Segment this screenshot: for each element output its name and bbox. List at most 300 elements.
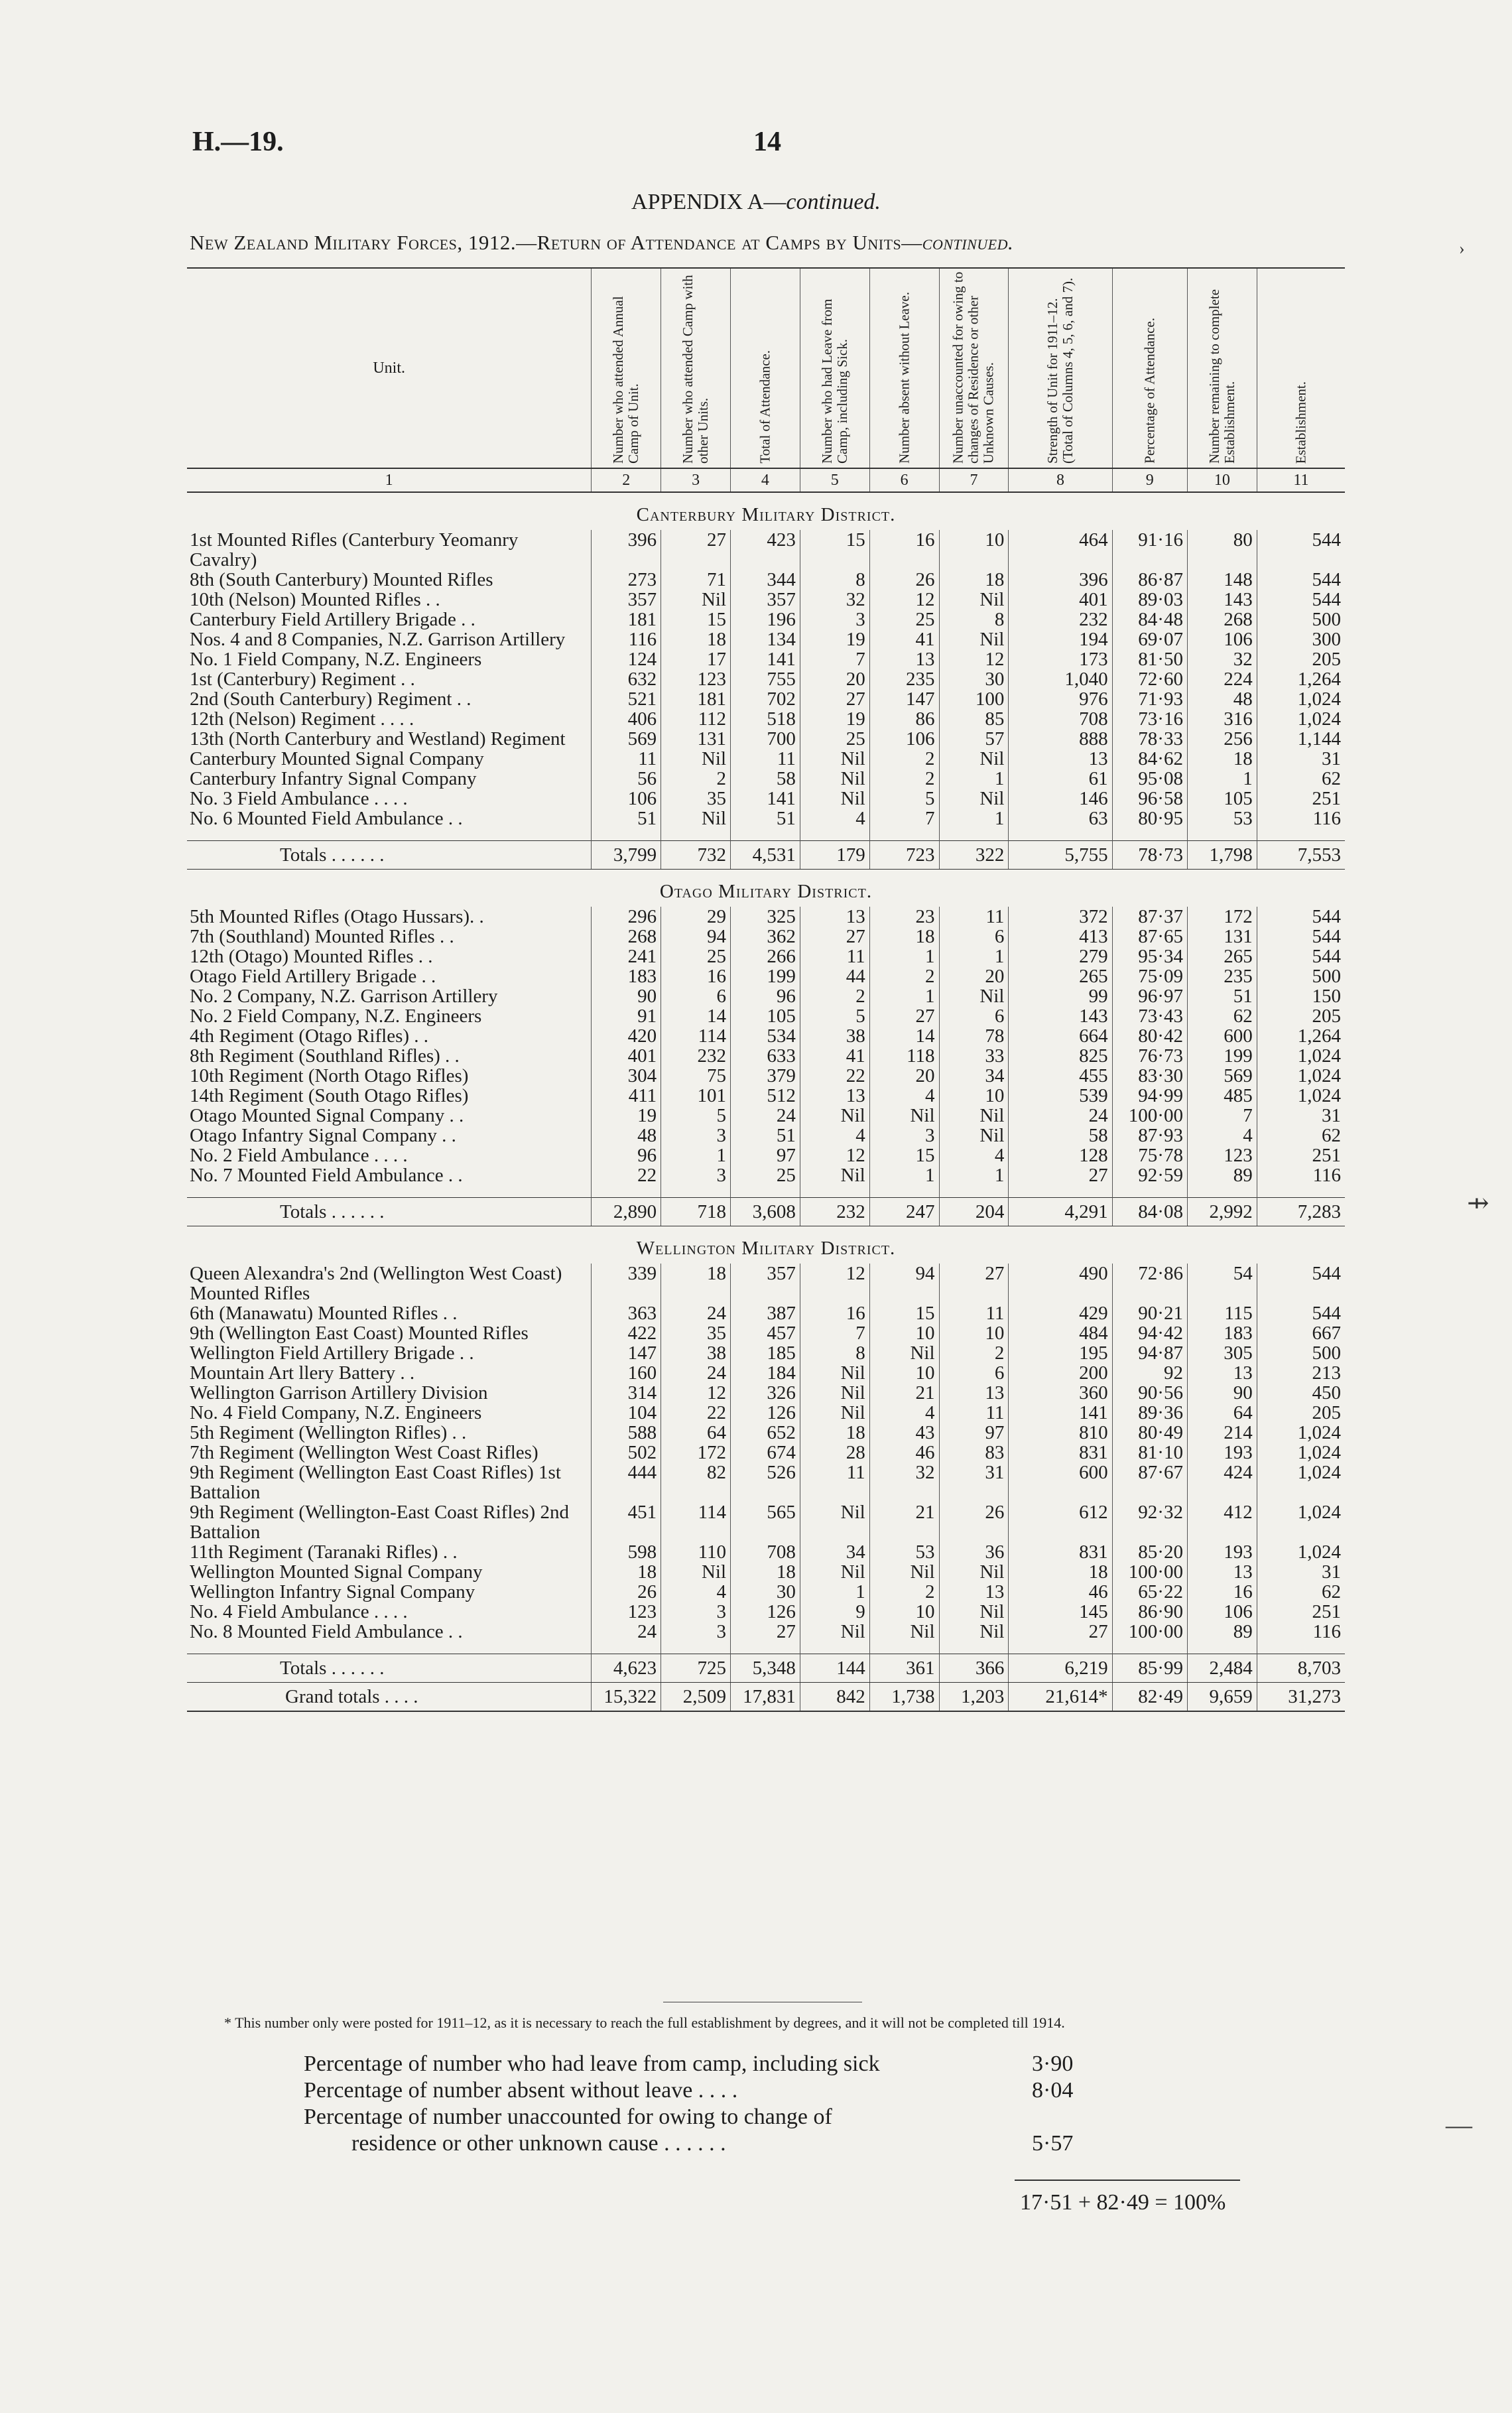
column-number: 2	[592, 468, 661, 492]
table-cell: 6	[661, 986, 731, 1006]
table-cell: 2	[869, 769, 939, 789]
table-cell: Nil	[800, 769, 869, 789]
table-cell: 183	[1187, 1323, 1257, 1343]
table-cell: 13	[800, 1086, 869, 1106]
table-cell: 16	[800, 1303, 869, 1323]
grand-totals-cell: 2,509	[661, 1683, 731, 1712]
spacer-cell	[939, 828, 1009, 841]
table-cell: 420	[592, 1026, 661, 1046]
table-cell: 539	[1009, 1086, 1112, 1106]
table-cell: Nil	[800, 1106, 869, 1126]
table-cell: 18	[869, 927, 939, 946]
table-cell: Nil	[800, 749, 869, 769]
table-row	[187, 1542, 1345, 1562]
table-cell: 16	[1187, 1582, 1257, 1602]
unit-name: 1st Mounted Rifles (Canterbury Yeomanry Cavalry)	[190, 529, 519, 570]
percentage-label: Percentage of number absent without leave . . . .	[304, 2078, 738, 2103]
unit-name: Wellington Garrison Artillery Division	[190, 1382, 488, 1403]
table-cell: 4	[661, 1582, 731, 1602]
table-cell: 2	[939, 1343, 1009, 1363]
table-cell: 84·62	[1112, 749, 1187, 769]
table-cell: 183	[592, 966, 661, 986]
table-cell: 205	[1257, 649, 1345, 669]
table-cell: Nil	[939, 1106, 1009, 1126]
table-cell: 18	[800, 1423, 869, 1443]
table-row	[187, 1145, 1345, 1165]
totals-cell: 725	[661, 1654, 731, 1683]
table-row	[187, 1463, 1345, 1502]
table-cell: 702	[731, 689, 800, 709]
totals-cell: 361	[869, 1654, 939, 1683]
unit-name: No. 2 Field Ambulance . . . .	[190, 1145, 408, 1166]
table-cell: 131	[1187, 927, 1257, 946]
table-cell: 700	[731, 729, 800, 749]
table-cell: 214	[1187, 1423, 1257, 1443]
table-cell: 32	[800, 590, 869, 610]
grand-totals-cell: 17,831	[731, 1683, 800, 1712]
table-cell: 106	[869, 729, 939, 749]
unit-name: Canterbury Infantry Signal Company	[190, 768, 477, 789]
table-cell: 265	[1009, 966, 1112, 986]
section-heading: Canterbury Military District.	[636, 504, 896, 525]
table-cell: 147	[592, 1343, 661, 1363]
totals-cell: 6,219	[1009, 1654, 1112, 1683]
table-cell: 825	[1009, 1046, 1112, 1066]
spacer-cell	[731, 1185, 800, 1198]
column-label: Number who attended Camp with other Units.	[680, 275, 712, 464]
table-row	[187, 1323, 1345, 1343]
table-cell: 379	[731, 1066, 800, 1086]
table-cell: 86	[869, 709, 939, 729]
percentage-label: Percentage of number who had leave from camp, including sick	[304, 2052, 880, 2076]
table-cell: 490	[1009, 1264, 1112, 1303]
table-cell: 83	[939, 1443, 1009, 1463]
table-cell: 224	[1187, 669, 1257, 689]
table-row	[187, 1423, 1345, 1443]
column-label: Total of Attendance.	[757, 350, 773, 464]
table-cell: 134	[731, 629, 800, 649]
table-cell: 521	[592, 689, 661, 709]
table-cell: 205	[1257, 1403, 1345, 1423]
table-cell: 147	[869, 689, 939, 709]
table-cell: 145	[1009, 1602, 1112, 1622]
appendix-prefix: APPENDIX A—	[631, 190, 787, 214]
table-cell: 199	[731, 966, 800, 986]
table-cell: 114	[661, 1026, 731, 1046]
table-row	[187, 1303, 1345, 1323]
column-label: Percentage of Attendance.	[1141, 318, 1158, 464]
totals-cell: 2,890	[592, 1198, 661, 1226]
table-cell: 1,024	[1257, 1502, 1345, 1542]
table-cell: 484	[1009, 1323, 1112, 1343]
table-cell: Nil	[939, 986, 1009, 1006]
table-cell: 100·00	[1112, 1622, 1187, 1642]
spacer-cell	[187, 1185, 592, 1198]
table-row	[187, 1403, 1345, 1423]
column-header-5	[800, 268, 869, 468]
table-cell: 13	[800, 907, 869, 927]
table-cell: 24	[592, 1622, 661, 1642]
table-cell: 1	[800, 1582, 869, 1602]
table-cell: 185	[731, 1343, 800, 1363]
totals-cell: 7,283	[1257, 1198, 1345, 1226]
totals-cell: 78·73	[1112, 841, 1187, 870]
table-cell: 62	[1257, 1582, 1345, 1602]
table-cell: 116	[1257, 809, 1345, 828]
table-cell: 755	[731, 669, 800, 689]
table-cell: 34	[939, 1066, 1009, 1086]
unit-name: 8th (South Canterbury) Mounted Rifles	[190, 569, 493, 590]
table-cell: 423	[731, 530, 800, 570]
table-cell: 4	[869, 1403, 939, 1423]
table-cell: 181	[661, 689, 731, 709]
spacer-cell	[869, 1642, 939, 1654]
column-number: 6	[869, 468, 939, 492]
table-row	[187, 1502, 1345, 1542]
table-cell: 106	[592, 789, 661, 809]
table-cell: 131	[661, 729, 731, 749]
table-cell: 87·67	[1112, 1463, 1187, 1502]
table-cell: 2	[869, 1582, 939, 1602]
table-row	[187, 629, 1345, 649]
table-cell: 4	[939, 1145, 1009, 1165]
table-cell: 62	[1257, 769, 1345, 789]
totals-cell: 144	[800, 1654, 869, 1683]
unit-name: Nos. 4 and 8 Companies, N.Z. Garrison Artillery	[190, 629, 566, 650]
table-cell: 2	[869, 749, 939, 769]
spacer-cell	[661, 828, 731, 841]
table-cell: 24	[1009, 1106, 1112, 1126]
table-cell: 500	[1257, 610, 1345, 629]
unit-name: Otago Infantry Signal Company . .	[190, 1125, 456, 1146]
table-cell: 300	[1257, 629, 1345, 649]
unit-name: Wellington Infantry Signal Company	[190, 1581, 475, 1602]
table-cell: 44	[800, 966, 869, 986]
table-cell: 15	[800, 530, 869, 570]
table-cell: 23	[869, 907, 939, 927]
table-cell: 10	[939, 1086, 1009, 1106]
table-cell: 92·32	[1112, 1502, 1187, 1542]
table-cell: 18	[1187, 749, 1257, 769]
table-cell: 544	[1257, 530, 1345, 570]
table-cell: 43	[869, 1423, 939, 1443]
table-cell: 94	[869, 1264, 939, 1303]
table-cell: 1,024	[1257, 689, 1345, 709]
table-cell: 114	[661, 1502, 731, 1542]
appendix-heading	[0, 190, 1512, 215]
table-cell: 544	[1257, 946, 1345, 966]
unit-name: No. 2 Field Company, N.Z. Engineers	[190, 1006, 482, 1027]
table-cell: 64	[661, 1423, 731, 1443]
grand-totals-cell: 1,738	[869, 1683, 939, 1712]
grand-totals-cell: 82·49	[1112, 1683, 1187, 1712]
table-cell: 235	[869, 669, 939, 689]
grand-totals-cell: 31,273	[1257, 1683, 1345, 1712]
table-cell: 80·42	[1112, 1026, 1187, 1046]
section-heading-row	[187, 1226, 1345, 1264]
spacer-cell	[869, 1185, 939, 1198]
grand-totals-cell: 842	[800, 1683, 869, 1712]
table-cell: 1,024	[1257, 1443, 1345, 1463]
table-cell: 69·07	[1112, 629, 1187, 649]
table-cell: 15	[869, 1303, 939, 1323]
totals-cell: 204	[939, 1198, 1009, 1226]
table-cell: 500	[1257, 966, 1345, 986]
table-cell: 3	[661, 1602, 731, 1622]
spacer-cell	[1009, 828, 1112, 841]
table-cell: 31	[939, 1463, 1009, 1502]
table-cell: 652	[731, 1423, 800, 1443]
table-cell: 429	[1009, 1303, 1112, 1323]
table-cell: 1,024	[1257, 1086, 1345, 1106]
grand-totals-cell: 9,659	[1187, 1683, 1257, 1712]
unit-name: No. 3 Field Ambulance . . . .	[190, 788, 408, 809]
column-number: 4	[731, 468, 800, 492]
spacer-cell	[1112, 1185, 1187, 1198]
table-cell: 1,024	[1257, 1423, 1345, 1443]
table-cell: 10	[869, 1323, 939, 1343]
table-cell: 80·95	[1112, 809, 1187, 828]
spacer-cell	[187, 1642, 592, 1654]
table-cell: 3	[661, 1126, 731, 1145]
totals-cell: 322	[939, 841, 1009, 870]
column-header-4	[731, 268, 800, 468]
column-label: Number who attended Annual Camp of Unit.	[610, 296, 642, 464]
table-cell: 1	[939, 946, 1009, 966]
table-cell: 58	[731, 769, 800, 789]
table-cell: 24	[661, 1363, 731, 1383]
table-cell: 87·65	[1112, 927, 1187, 946]
table-cell: 92·59	[1112, 1165, 1187, 1185]
column-number: 5	[800, 468, 869, 492]
table-cell: 76·73	[1112, 1046, 1187, 1066]
table-cell: 94	[661, 927, 731, 946]
column-number: 1	[187, 468, 592, 492]
table-cell: 18	[592, 1562, 661, 1582]
table-cell: 7	[800, 1323, 869, 1343]
column-label: Establishment.	[1292, 381, 1309, 464]
table-cell: 51	[731, 809, 800, 828]
table-cell: 424	[1187, 1463, 1257, 1502]
table-row	[187, 769, 1345, 789]
footnote: * This number only were posted for 1911–12, as it is necessary to reach the full establishment by degrees, and it will not be completed till 1914.	[224, 2014, 1065, 2031]
table-cell: 51	[731, 1126, 800, 1145]
table-cell: 387	[731, 1303, 800, 1323]
table-cell: 265	[1187, 946, 1257, 966]
table-cell: 29	[661, 907, 731, 927]
column-label: Strength of Unit for 1911–12. (Total of Columns 4, 5, 6, and 7).	[1044, 277, 1076, 464]
unit-name: 5th Mounted Rifles (Otago Hussars). .	[190, 906, 484, 927]
table-cell: 199	[1187, 1046, 1257, 1066]
table-cell: 143	[1187, 590, 1257, 610]
table-cell: 101	[661, 1086, 731, 1106]
spacer-cell	[1187, 1642, 1257, 1654]
table-cell: Nil	[661, 809, 731, 828]
totals-cell: 366	[939, 1654, 1009, 1683]
table-cell: 450	[1257, 1383, 1345, 1403]
spacer-cell	[800, 1185, 869, 1198]
table-cell: 1,024	[1257, 1066, 1345, 1086]
table-cell: 53	[869, 1542, 939, 1562]
table-cell: 20	[939, 966, 1009, 986]
spacer-row	[187, 828, 1345, 841]
appendix-suffix: continued.	[786, 190, 881, 214]
table-cell: Nil	[939, 749, 1009, 769]
table-cell: 13	[1187, 1562, 1257, 1582]
table-row	[187, 669, 1345, 689]
table-cell: 84·48	[1112, 610, 1187, 629]
unit-name: 12th (Nelson) Regiment . . . .	[190, 708, 414, 730]
table-cell: 97	[939, 1423, 1009, 1443]
table-cell: 1	[939, 1165, 1009, 1185]
table-cell: 61	[1009, 769, 1112, 789]
table-cell: 534	[731, 1026, 800, 1046]
table-cell: 451	[592, 1502, 661, 1542]
table-cell: 251	[1257, 1602, 1345, 1622]
table-cell: 73·43	[1112, 1006, 1187, 1026]
table-cell: 268	[592, 927, 661, 946]
table-row	[187, 1264, 1345, 1303]
table-cell: 75·78	[1112, 1145, 1187, 1165]
table-cell: 196	[731, 610, 800, 629]
sum-line: 17·51 + 82·49 = 100%	[1020, 2190, 1226, 2215]
margin-mark-icon: ›	[1459, 239, 1465, 258]
table-cell: 58	[1009, 1126, 1112, 1145]
table-cell: 13	[869, 649, 939, 669]
unit-name: No. 4 Field Company, N.Z. Engineers	[190, 1402, 482, 1423]
spacer-cell	[592, 1185, 661, 1198]
table-cell: 25	[731, 1165, 800, 1185]
table-cell: 12	[661, 1383, 731, 1403]
table-cell: 326	[731, 1383, 800, 1403]
table-cell: 396	[1009, 570, 1112, 590]
table-cell: 27	[939, 1264, 1009, 1303]
table-cell: 54	[1187, 1264, 1257, 1303]
table-row	[187, 1046, 1345, 1066]
unit-name: Otago Mounted Signal Company . .	[190, 1105, 464, 1126]
unit-name: Canterbury Field Artillery Brigade . .	[190, 609, 475, 630]
table-cell: 110	[661, 1542, 731, 1562]
table-cell: Nil	[661, 1562, 731, 1582]
table-cell: 444	[592, 1463, 661, 1502]
unit-name: No. 6 Mounted Field Ambulance . .	[190, 808, 463, 829]
table-cell: Nil	[800, 1383, 869, 1403]
table-cell: 544	[1257, 927, 1345, 946]
grand-totals-cell: 15,322	[592, 1683, 661, 1712]
table-cell: 11	[731, 749, 800, 769]
table-cell: 401	[1009, 590, 1112, 610]
table-cell: 396	[592, 530, 661, 570]
table-cell: 4	[800, 809, 869, 828]
table-cell: 18	[1009, 1562, 1112, 1582]
table-cell: 123	[661, 669, 731, 689]
table-cell: 123	[1187, 1145, 1257, 1165]
table-cell: 33	[939, 1046, 1009, 1066]
table-cell: 6	[939, 927, 1009, 946]
totals-cell: 723	[869, 841, 939, 870]
table-cell: 51	[1187, 986, 1257, 1006]
table-cell: 360	[1009, 1383, 1112, 1403]
table-cell: 1,024	[1257, 709, 1345, 729]
table-cell: 6	[939, 1006, 1009, 1026]
table-cell: 97	[731, 1145, 800, 1165]
table-cell: 86·90	[1112, 1602, 1187, 1622]
table-cell: 304	[592, 1066, 661, 1086]
table-cell: 241	[592, 946, 661, 966]
table-cell: 11	[800, 946, 869, 966]
table-cell: 30	[939, 669, 1009, 689]
table-cell: 3	[661, 1622, 731, 1642]
totals-cell: 5,348	[731, 1654, 800, 1683]
table-cell: 11	[939, 1303, 1009, 1323]
table-cell: 1,024	[1257, 1542, 1345, 1562]
table-cell: 36	[939, 1542, 1009, 1562]
spacer-cell	[731, 828, 800, 841]
table-cell: 464	[1009, 530, 1112, 570]
unit-name: 11th Regiment (Taranaki Rifles) . .	[190, 1541, 458, 1563]
unit-name: 4th Regiment (Otago Rifles) . .	[190, 1025, 429, 1047]
grand-totals-row	[187, 1683, 1345, 1712]
table-row	[187, 1066, 1345, 1086]
table-cell: 1	[1187, 769, 1257, 789]
table-cell: 104	[592, 1403, 661, 1423]
table-cell: 63	[1009, 809, 1112, 828]
spacer-cell	[800, 828, 869, 841]
table-cell: 21	[869, 1502, 939, 1542]
unit-name: 10th Regiment (North Otago Rifles)	[190, 1065, 469, 1086]
table-cell: 181	[592, 610, 661, 629]
table-cell: 632	[592, 669, 661, 689]
unit-name: Canterbury Mounted Signal Company	[190, 748, 484, 769]
spacer-cell	[1112, 828, 1187, 841]
section-heading: Otago Military District.	[659, 881, 873, 902]
table-cell: 96·58	[1112, 789, 1187, 809]
table-cell: 18	[939, 570, 1009, 590]
column-number: 11	[1257, 468, 1345, 492]
table-cell: 1	[869, 986, 939, 1006]
table-cell: 10	[939, 1323, 1009, 1343]
spacer-cell	[939, 1642, 1009, 1654]
table-cell: 106	[1187, 1602, 1257, 1622]
table-cell: 82	[661, 1463, 731, 1502]
table-cell: 1	[939, 769, 1009, 789]
table-cell: 976	[1009, 689, 1112, 709]
unit-name: 14th Regiment (South Otago Rifles)	[190, 1085, 469, 1106]
table-cell: 195	[1009, 1343, 1112, 1363]
table-cell: 8	[939, 610, 1009, 629]
column-label: Unit.	[373, 359, 405, 377]
table-cell: 273	[592, 570, 661, 590]
totals-cell: 4,291	[1009, 1198, 1112, 1226]
section-heading-row	[187, 492, 1345, 530]
table-cell: 80	[1187, 530, 1257, 570]
table-cell: 4	[800, 1126, 869, 1145]
unit-name: 7th Regiment (Wellington West Coast Rifles)	[190, 1442, 538, 1463]
table-cell: 412	[1187, 1502, 1257, 1542]
table-cell: 28	[800, 1443, 869, 1463]
totals-cell: 1,798	[1187, 841, 1257, 870]
table-row	[187, 966, 1345, 986]
unit-name: 2nd (South Canterbury) Regiment . .	[190, 688, 472, 710]
table-row	[187, 729, 1345, 749]
unit-name: 5th Regiment (Wellington Rifles) . .	[190, 1422, 467, 1443]
table-cell: 48	[1187, 689, 1257, 709]
grand-totals-cell: 1,203	[939, 1683, 1009, 1712]
table-cell: 112	[661, 709, 731, 729]
table-cell: 633	[731, 1046, 800, 1066]
totals-cell: 8,703	[1257, 1654, 1345, 1683]
unit-name: No. 4 Field Ambulance . . . .	[190, 1601, 408, 1622]
